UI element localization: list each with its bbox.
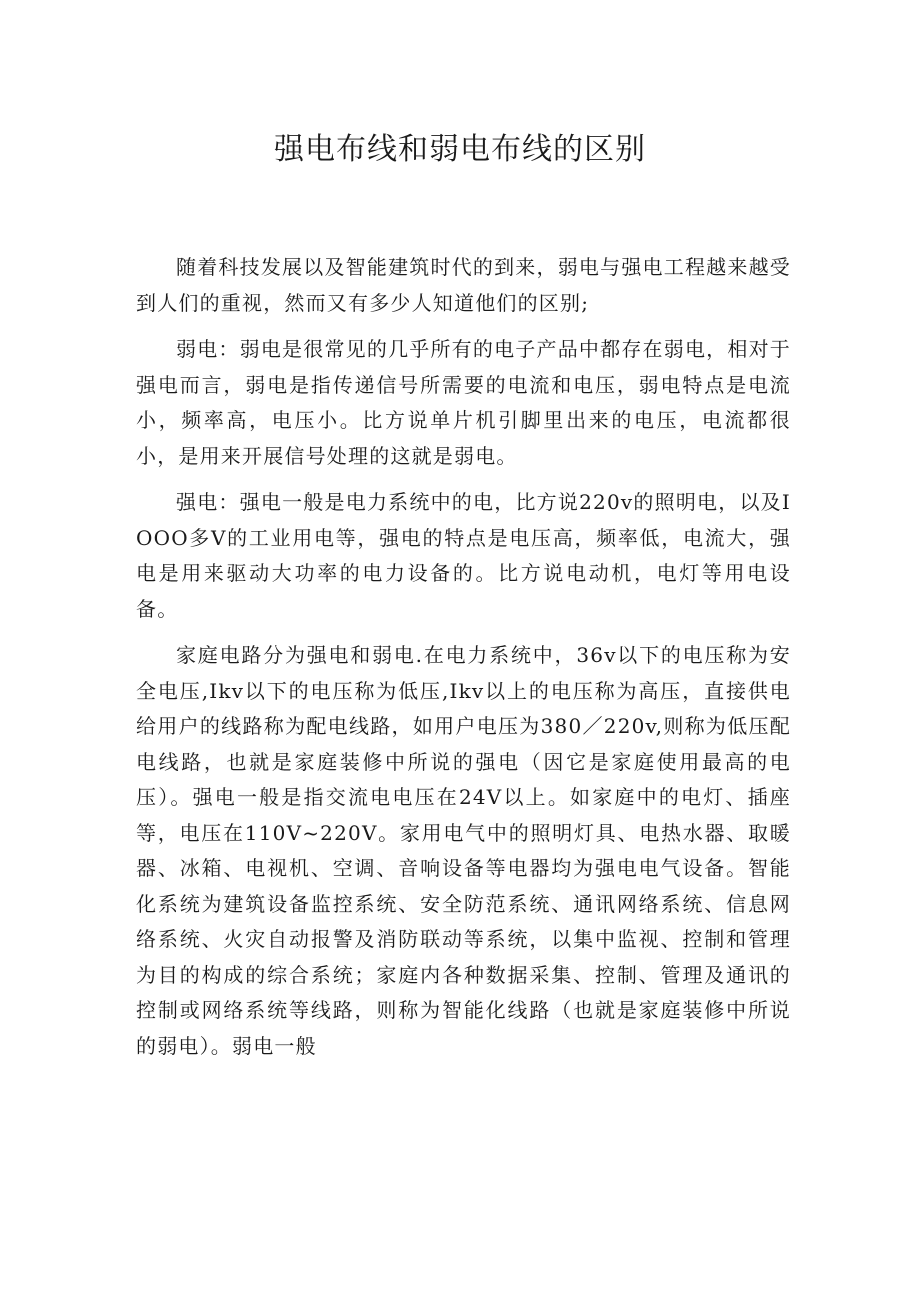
document-body	[136, 250, 791, 1075]
paragraph-household-circuits: 家庭电路分为强电和弱电.在电力系统中，36v以下的电压称为安全电压,Ikv以下的电压称为低压,Ikv以上的电压称为高压，直接供电给用户的线路称为配电线路，如用户电压为380／220v,则称为低压配电线路，也就是家庭装修中所说的强电（因它是家庭使用最高的电压）。强电一般是指交流电电压在24V以上。如家庭中的电灯、插座等，电压在110V~220V。家用电气中的照明灯具、电热水器、取暖器、冰箱、电视机、空调、音响设备等电器均为强电电气设备。智能化系统为建筑设备监控系统、安全防范系统、通讯网络系统、信息网络系统、火灾自动报警及消防联动等系统，以集中监视、控制和管理为目的构成的综合系统；家庭内各种数据采集、控制、管理及通讯的控制或网络系统等线路，则称为智能化线路（也就是家庭装修中所说的弱电）。弱电一般	[136, 643, 791, 1058]
document-title: 强电布线和弱电布线的区别	[274, 132, 646, 167]
paragraph-weak-current: 弱电：弱电是很常见的几乎所有的电子产品中都存在弱电，相对于强电而言，弱电是指传递信号所需要的电流和电压，弱电特点是电流小，频率高，电压小。比方说单片机引脚里出来的电压，电流都很小，是用来开展信号处理的这就是弱电。	[136, 337, 791, 468]
paragraph-intro: 随着科技发展以及智能建筑时代的到来，弱电与强电工程越来越受到人们的重视，然而又有多少人知道他们的区别;	[136, 255, 791, 315]
paragraph-strong-current: 强电：强电一般是电力系统中的电，比方说220v的照明电，以及IOOO多V的工业用电等，强电的特点是电压高，频率低，电流大，强电是用来驱动大功率的电力设备的。比方说电动机，电灯等用电设备。	[136, 490, 791, 621]
